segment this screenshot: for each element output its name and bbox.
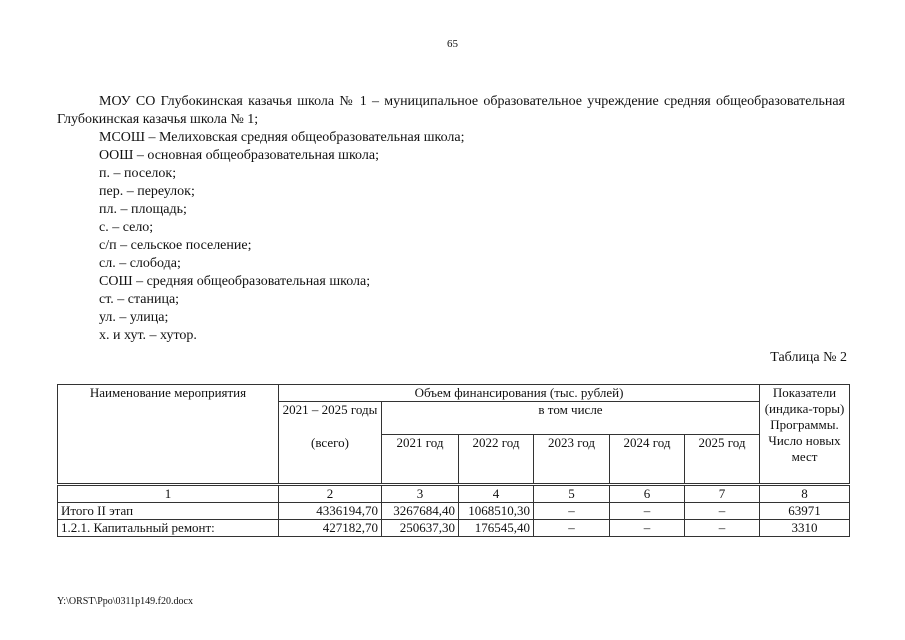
row-2022: 176545,40 bbox=[459, 519, 534, 536]
abbreviation-item: ст. – станица; bbox=[99, 292, 180, 307]
row-indicator: 63971 bbox=[760, 502, 850, 519]
column-number: 7 bbox=[685, 484, 760, 502]
row-2023: – bbox=[534, 519, 610, 536]
table-caption: Таблица № 2 bbox=[770, 350, 847, 365]
abbreviation-item: пл. – площадь; bbox=[99, 202, 187, 217]
row-name: Итого II этап bbox=[58, 502, 279, 519]
column-number: 1 bbox=[58, 484, 279, 502]
row-total: 4336194,70 bbox=[279, 502, 382, 519]
header-total-period: 2021 – 2025 годы bbox=[279, 402, 382, 435]
table-row bbox=[58, 519, 850, 536]
header-year: 2025 год bbox=[685, 435, 760, 485]
row-2025: – bbox=[685, 519, 760, 536]
funding-table bbox=[57, 384, 850, 537]
header-year: 2023 год bbox=[534, 435, 610, 485]
row-2024: – bbox=[610, 519, 685, 536]
row-2021: 250637,30 bbox=[382, 519, 459, 536]
abbreviation-item: ул. – улица; bbox=[99, 310, 169, 325]
header-name: Наименование мероприятия bbox=[58, 385, 279, 485]
row-2023: – bbox=[534, 502, 610, 519]
row-2025: – bbox=[685, 502, 760, 519]
header-funding: Объем финансирования (тыс. рублей) bbox=[279, 385, 760, 402]
row-total: 427182,70 bbox=[279, 519, 382, 536]
header-total-all: (всего) bbox=[279, 435, 382, 485]
page-number: 65 bbox=[447, 38, 458, 50]
row-2022: 1068510,30 bbox=[459, 502, 534, 519]
abbreviation-item: пер. – переулок; bbox=[99, 184, 195, 199]
abbreviation-item: п. – поселок; bbox=[99, 166, 177, 181]
table-header-row bbox=[58, 385, 850, 402]
column-number: 2 bbox=[279, 484, 382, 502]
abbreviation-item: сл. – слобода; bbox=[99, 256, 181, 271]
row-2021: 3267684,40 bbox=[382, 502, 459, 519]
column-number: 8 bbox=[760, 484, 850, 502]
column-number: 3 bbox=[382, 484, 459, 502]
abbreviation-item: с/п – сельское поселение; bbox=[99, 238, 252, 253]
header-year: 2024 год bbox=[610, 435, 685, 485]
column-number-row bbox=[58, 484, 850, 502]
header-year: 2021 год bbox=[382, 435, 459, 485]
intro-paragraph: МОУ СО Глубокинская казачья школа № 1 – муниципальное образовательное учреждение средняя общеобразовательная Глубокинская казачья школа № 1; bbox=[57, 94, 845, 127]
header-including: в том числе bbox=[382, 402, 760, 435]
column-number: 4 bbox=[459, 484, 534, 502]
column-number: 6 bbox=[610, 484, 685, 502]
abbreviation-item: х. и хут. – хутор. bbox=[99, 328, 197, 343]
footer-file-path: Y:\ORST\Ppo\0311p149.f20.docx bbox=[57, 596, 193, 607]
header-year: 2022 год bbox=[459, 435, 534, 485]
column-number: 5 bbox=[534, 484, 610, 502]
header-indicators: Показатели (индика-торы) Программы. Число новых мест bbox=[760, 385, 850, 485]
row-2024: – bbox=[610, 502, 685, 519]
row-indicator: 3310 bbox=[760, 519, 850, 536]
abbreviation-item: ООШ – основная общеобразовательная школа; bbox=[99, 148, 379, 163]
abbreviation-item: МСОШ – Мелиховская средняя общеобразовательная школа; bbox=[99, 130, 465, 145]
abbreviation-item: с. – село; bbox=[99, 220, 154, 235]
table-row bbox=[58, 502, 850, 519]
row-name: 1.2.1. Капитальный ремонт: bbox=[58, 519, 279, 536]
abbreviation-item: СОШ – средняя общеобразовательная школа; bbox=[99, 274, 371, 289]
